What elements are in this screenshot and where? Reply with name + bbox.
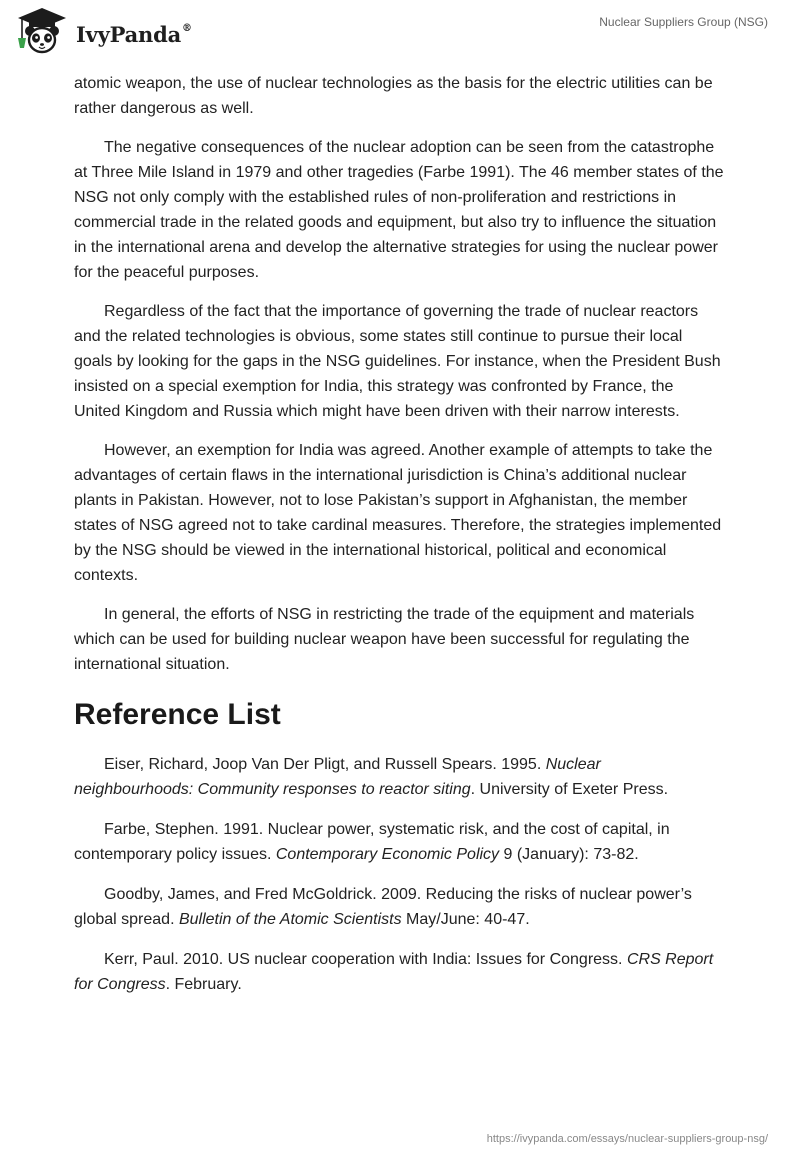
source-url-link[interactable]: https://ivypanda.com/essays/nuclear-suppliers-group-nsg/ xyxy=(486,1133,768,1145)
reference-title: Nuclear neighbourhoods: Community responses to reactor siting xyxy=(74,756,601,798)
reference-entry xyxy=(74,752,724,802)
reference-list-heading: Reference List xyxy=(74,698,281,731)
registered-mark: ® xyxy=(182,22,192,34)
body-paragraph: However, an exemption for India was agreed. Another example of attempts to take the advantages of certain flaws in the international jurisdiction is China’s additional nuclear plants in Pakistan. However, not to lose Pakistan’s support in Afghanistan, the member states of NSG agreed not to take cardinal measures. Therefore, the strategies implemented by the NSG should be viewed in the international historical, political and economical contexts. xyxy=(74,442,722,584)
reference-title: Contemporary Economic Policy xyxy=(275,846,500,863)
body-paragraph: atomic weapon, the use of nuclear technologies as the basis for the electric utilities can be rather dangerous as well. xyxy=(74,75,713,117)
reference-entry xyxy=(74,947,724,997)
page-header xyxy=(0,0,800,70)
reference-text: Kerr, Paul. 2010. US nuclear cooperation with India: Issues for Congress. xyxy=(104,951,627,968)
reference-title: CRS Report for Congress xyxy=(74,951,714,993)
reference-text: May/June: 40-47. xyxy=(401,911,530,928)
logo-text: IvyPanda xyxy=(76,21,182,47)
ivypanda-logo[interactable] xyxy=(14,6,192,58)
reference-text: . University of Exeter Press. xyxy=(470,781,669,798)
panda-graduate-icon xyxy=(14,6,70,58)
body-paragraph: Regardless of the fact that the importance of governing the trade of nuclear reactors and the related technologies is obvious, some states still continue to pursue their local goals by looking for the gaps in the NSG guidelines. For instance, when the President Bush insisted on a special exemption for India, this strategy was confronted by France, the United Kingdom and Russia which might have been driven with their narrow interests. xyxy=(74,303,721,420)
reference-text: Eiser, Richard, Joop Van Der Pligt, and Russell Spears. 1995. xyxy=(104,756,546,773)
reference-text: Farbe, Stephen. 1991. Nuclear power, systematic risk, and the cost of capital, in contemporary policy issues. xyxy=(74,821,670,863)
reference-text: . February. xyxy=(165,976,242,993)
reference-entry xyxy=(74,882,724,932)
logo-wordmark xyxy=(76,22,192,47)
document-title: Nuclear Suppliers Group (NSG) xyxy=(599,15,768,29)
reference-entry xyxy=(74,817,724,867)
essay-content xyxy=(74,71,724,1012)
reference-title: Bulletin of the Atomic Scientists xyxy=(178,911,402,928)
reference-text: 9 (January): 73-82. xyxy=(499,846,639,863)
reference-text: Goodby, James, and Fred McGoldrick. 2009. Reducing the risks of nuclear power’s global spread. xyxy=(74,886,692,928)
body-paragraph: The negative consequences of the nuclear adoption can be seen from the catastrophe at Three Mile Island in 1979 and other tragedies (Farbe 1991). The 46 member states of the NSG not only comply with the established rules of non-proliferation and restrictions in commercial trade in the related goods and equipment, but also try to influence the situation in the international arena and develop the alternative strategies for using the nuclear power for the peaceful purposes. xyxy=(74,139,724,281)
body-paragraph: In general, the efforts of NSG in restricting the trade of the equipment and materials which can be used for building nuclear weapon have been successful for regulating the international situation. xyxy=(74,606,695,673)
